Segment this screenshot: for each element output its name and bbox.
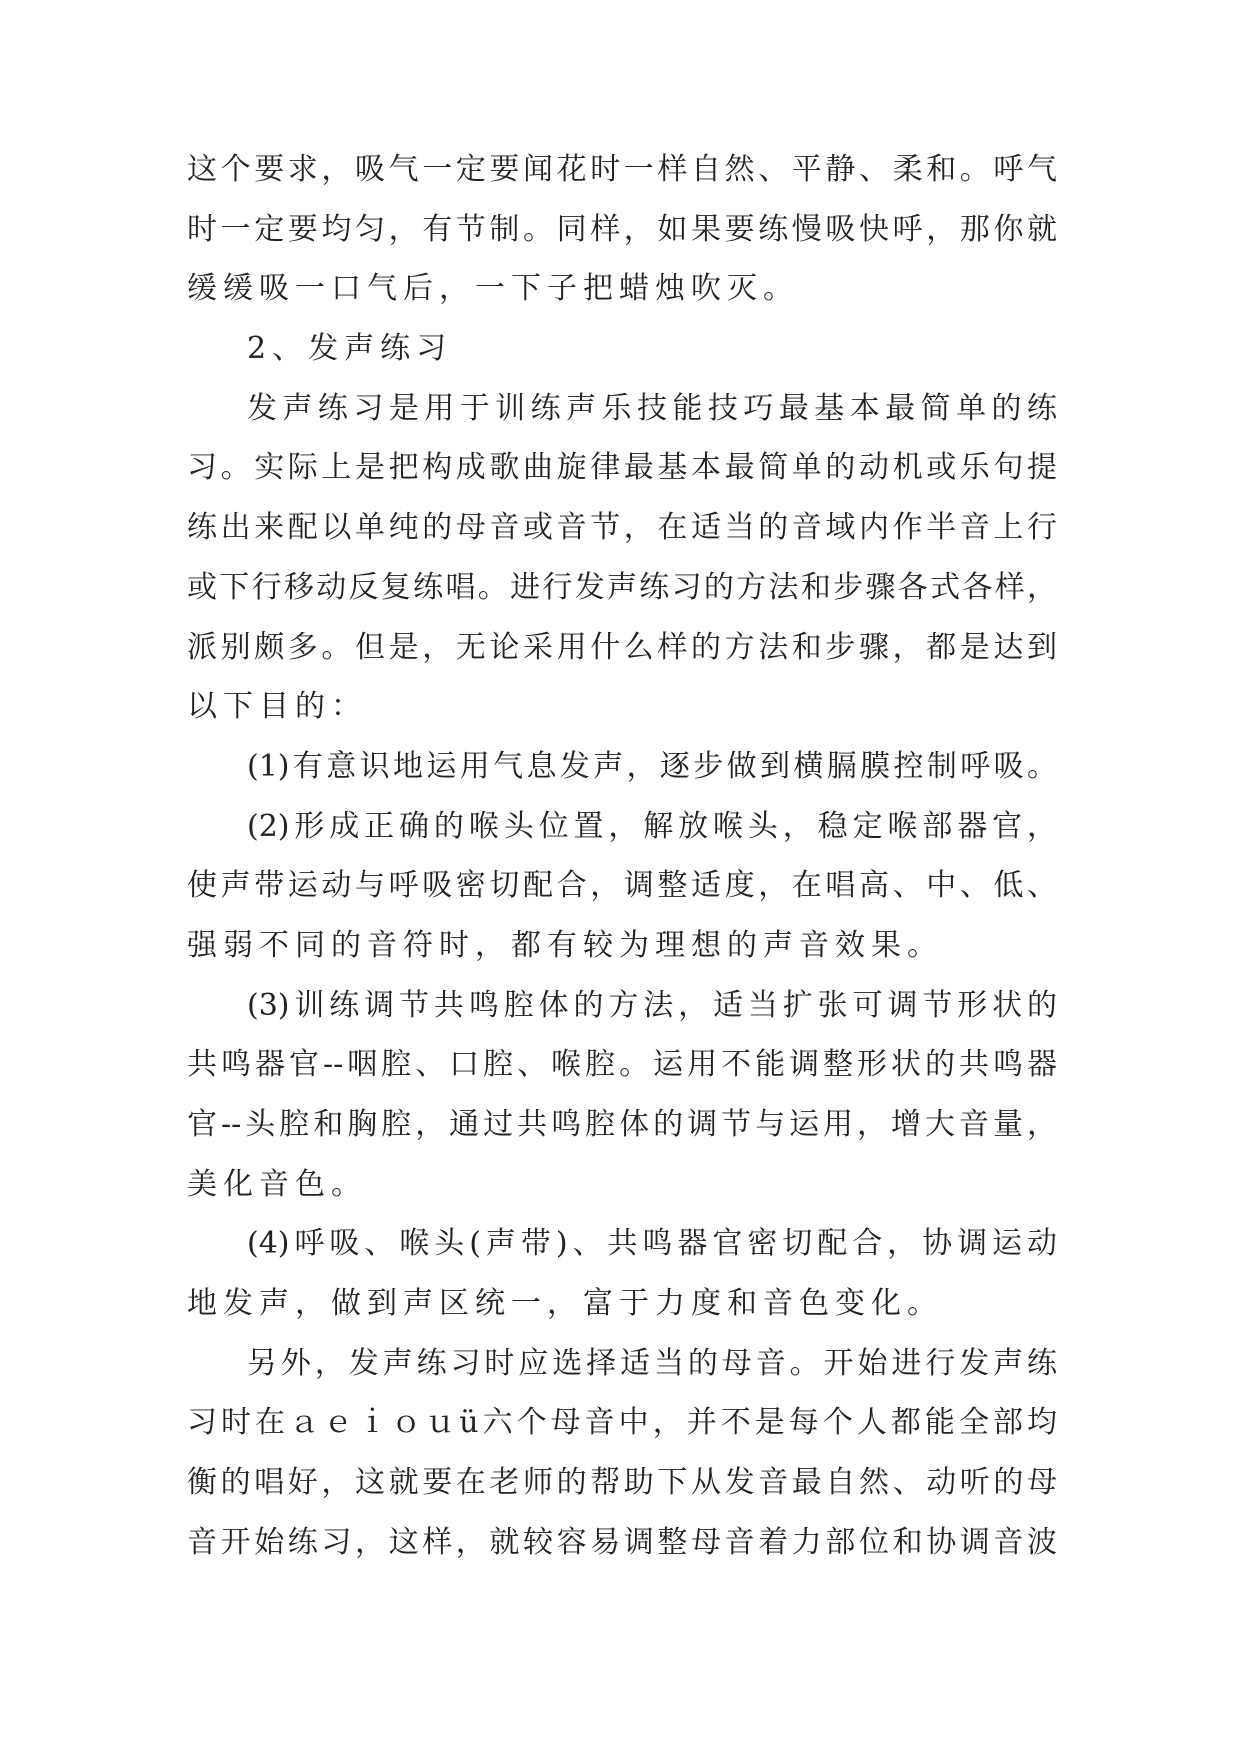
text-line: 习。实际上是把构成歌曲旋律最基本最简单的动机或乐句提 [187, 450, 1057, 486]
text-line: 衡的唱好，这就要在老师的帮助下从发音最自然、动听的母 [187, 1465, 1057, 1501]
text-line: 以下目的： [187, 689, 367, 725]
list-item-line: (3)训练调节共鸣腔体的方法，适当扩张可调节形状的 [247, 987, 1057, 1023]
text-line: 缓缓吸一口气后，一下子把蜡烛吹灭。 [187, 271, 799, 307]
text-line: 共鸣器官--咽腔、口腔、喉腔。运用不能调整形状的共鸣器 [187, 1047, 1057, 1083]
text-line: 发声练习是用于训练声乐技能技巧最基本最简单的练 [247, 390, 1057, 426]
list-item-line: (1)有意识地运用气息发声，逐步做到横膈膜控制呼吸。 [247, 748, 1057, 784]
text-line: 或下行移动反复练唱。进行发声练习的方法和步骤各式各样， [187, 569, 1057, 605]
list-item-line: (2)形成正确的喉头位置，解放喉头，稳定喉部器官， [247, 808, 1057, 844]
text-line: 音开始练习，这样，就较容易调整母音着力部位和协调音波 [187, 1524, 1057, 1560]
text-line: 派别颇多。但是，无论采用什么样的方法和步骤，都是达到 [187, 629, 1057, 665]
text-line: 使声带运动与呼吸密切配合，调整适度，在唱高、中、低、 [187, 868, 1057, 904]
text-line: 时一定要均匀，有节制。同样，如果要练慢吸快呼，那你就 [187, 211, 1057, 247]
text-line: 强弱不同的音符时，都有较为理想的声音效果。 [187, 927, 943, 963]
text-line: 这个要求，吸气一定要闻花时一样自然、平静、柔和。呼气 [187, 152, 1057, 187]
list-item-line: (4)呼吸、喉头(声带)、共鸣器官密切配合，协调运动 [247, 1226, 1057, 1262]
section-heading: 2、发声练习 [247, 331, 453, 367]
text-line: 地发声，做到声区统一，富于力度和音色变化。 [187, 1286, 943, 1322]
text-line: 官--头腔和胸腔，通过共鸣腔体的调节与运用，增大音量， [187, 1107, 1057, 1142]
body-text [187, 140, 1057, 1573]
text-line: 习时在ａｅｉｏｕü六个母音中，并不是每个人都能全部均 [187, 1405, 1057, 1441]
text-line: 练出来配以单纯的母音或音节，在适当的音域内作半音上行 [187, 510, 1057, 546]
text-line: 美化音色。 [187, 1166, 367, 1202]
text-line: 另外，发声练习时应选择适当的母音。开始进行发声练 [247, 1345, 1057, 1381]
